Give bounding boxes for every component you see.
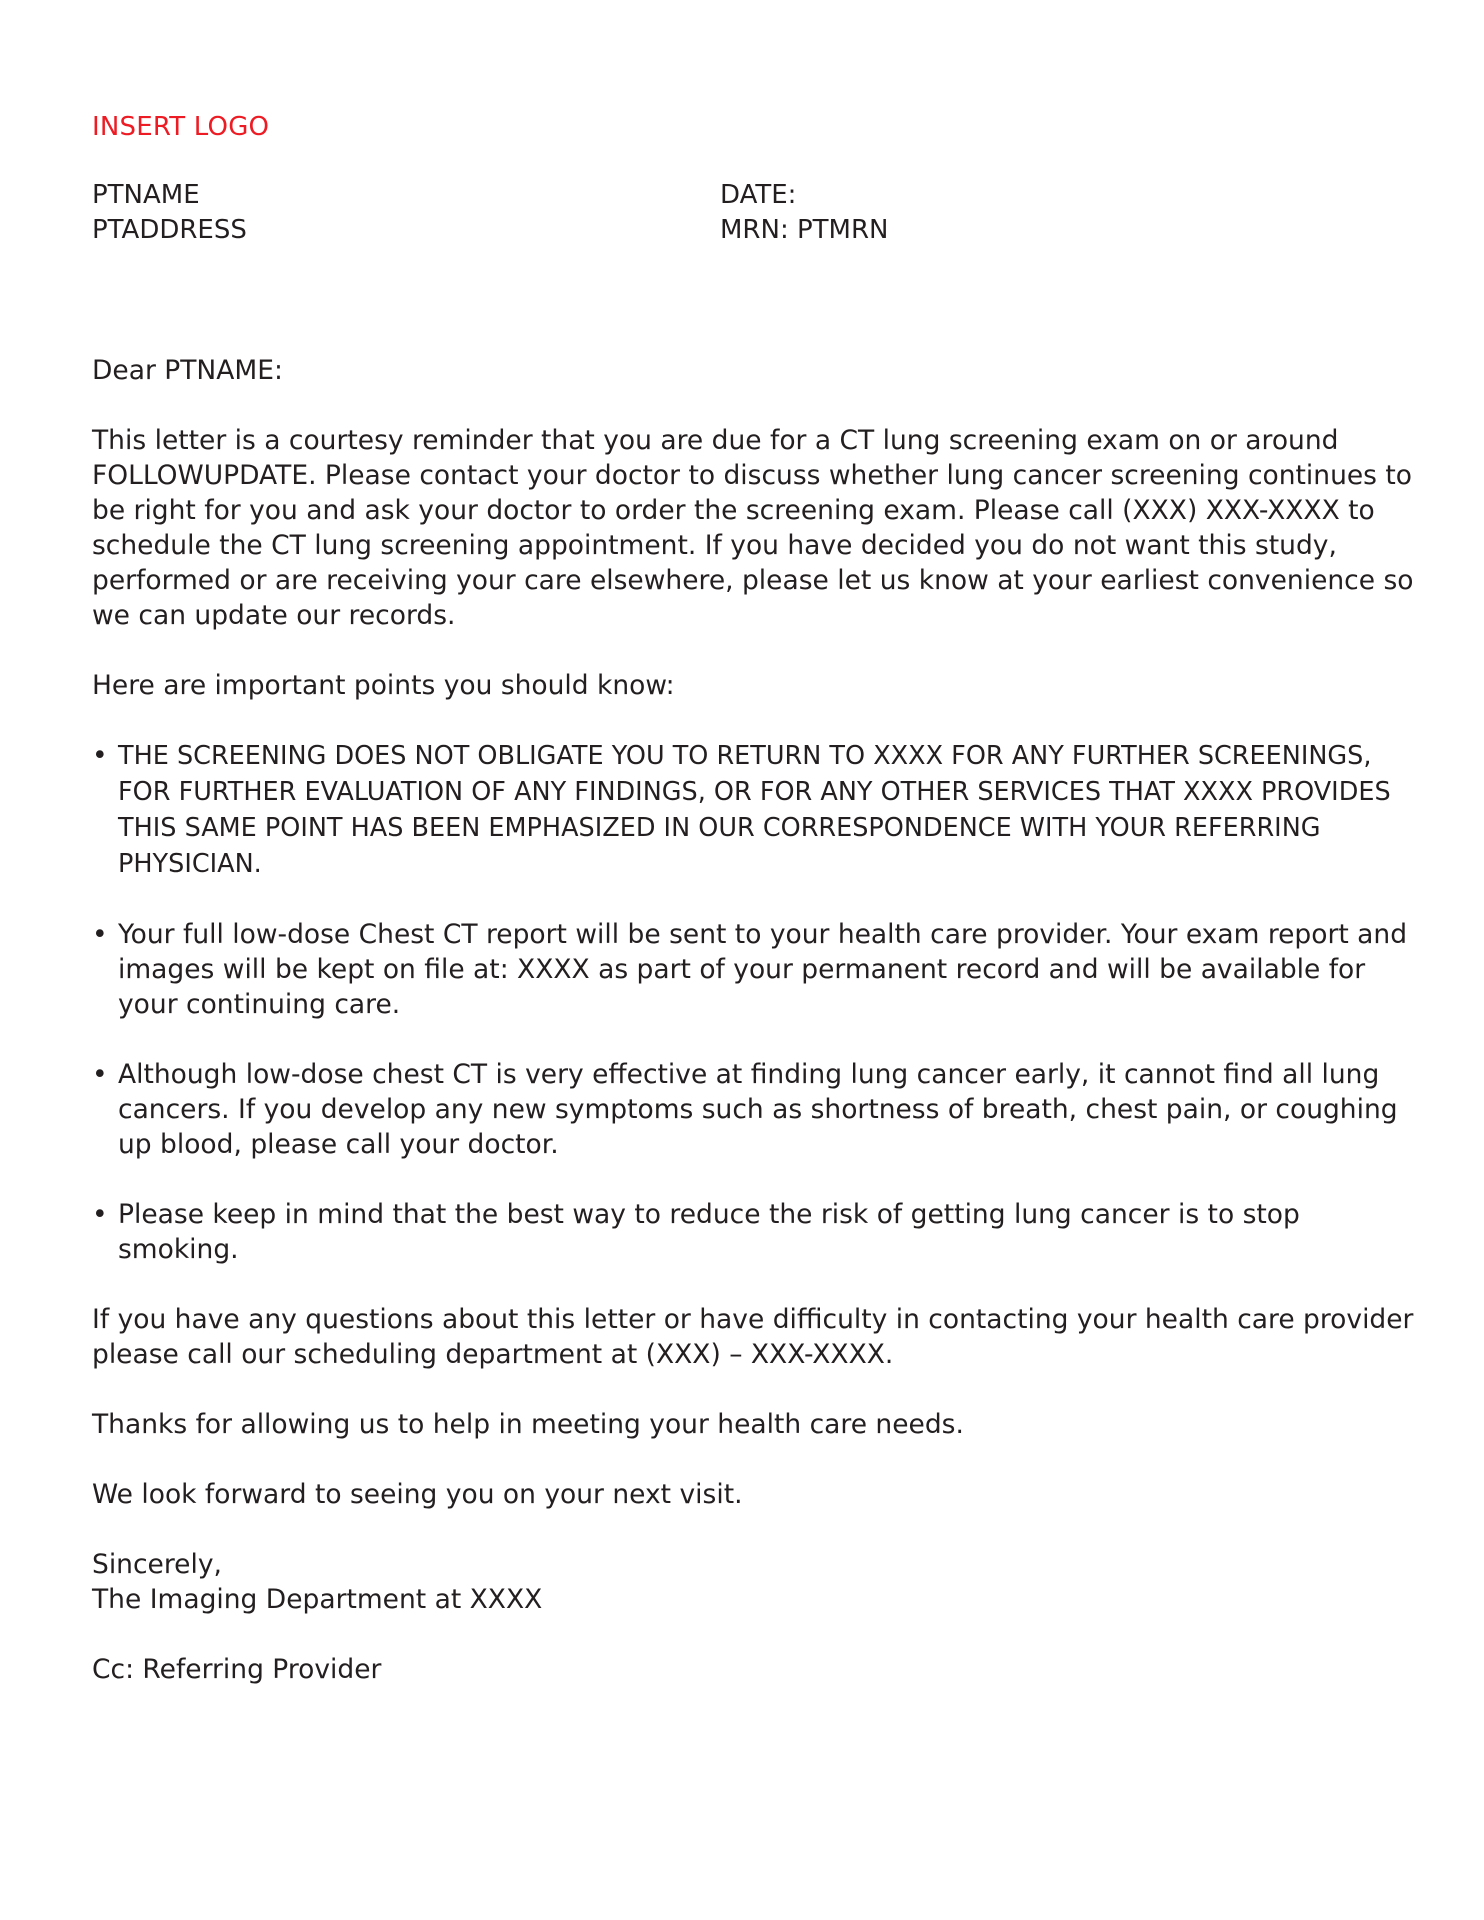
date-label: DATE: [720, 180, 797, 210]
bullet-icon: • [92, 1059, 108, 1090]
list-item [92, 1057, 1422, 1162]
points-list [92, 738, 1422, 1267]
bullet-text: Although low-dose chest CT is very effective at finding lung cancer early, it cannot find all lung cancers. If you develop any new symptoms such as shortness of breath, chest pain, or coughing up blood, please call your doctor. [118, 1059, 1398, 1160]
closing: Sincerely, [92, 1549, 222, 1580]
bullet-text: Please keep in mind that the best way to reduce the risk of getting lung cancer is to stop smoking. [118, 1199, 1300, 1265]
list-item [92, 917, 1422, 1022]
bullet-icon: • [92, 1199, 108, 1230]
bullet-icon: • [92, 919, 108, 950]
points-intro: Here are important points you should know: [92, 670, 675, 701]
bullet-text: Your full low-dose Chest CT report will be sent to your health care provider. Your exam report and images will be kept on file at: XXXX as part of your permanent record and will be available for your continuing care. [118, 919, 1408, 1020]
bullet-text: THE SCREENING DOES NOT OBLIGATE YOU TO RETURN TO XXXX FOR ANY FURTHER SCREENINGS, FOR FURTHER EVALUATION OF ANY FINDINGS, OR FOR ANY OTHER SERVICES THAT XXXX PROVIDES THIS SAME POINT HAS BEEN EMPHASIZED IN OUR CORRESPONDENCE WITH YOUR REFERRING PHYSICIAN. [118, 741, 1391, 879]
cc-line: Cc: Referring Provider [92, 1654, 382, 1685]
look-forward-line: We look forward to seeing you on your next visit. [92, 1479, 743, 1510]
record-info-block [720, 178, 888, 248]
letter-body [92, 353, 1422, 1722]
thanks-line: Thanks for allowing us to help in meeting your health care needs. [92, 1409, 964, 1440]
patient-info-block [92, 178, 247, 248]
bullet-icon: • [92, 740, 108, 771]
patient-name: PTNAME [92, 180, 200, 210]
intro-paragraph: This letter is a courtesy reminder that you are due for a CT lung screening exam on or around FOLLOWUPDATE. Please contact your doctor to discuss whether lung cancer screening continues to be right for you and ask your doctor to order the screening exam. Please call (XXX) XXX-XXXX to schedule the CT lung screening appointment. If you have decided you do not want this study, performed or are receiving your care elsewhere, please let us know at your earliest convenience so we can update our records. [92, 425, 1414, 631]
list-item [92, 1197, 1422, 1267]
mrn-label: MRN: PTMRN [720, 215, 889, 245]
salutation: Dear PTNAME: [92, 355, 283, 386]
questions-paragraph: If you have any questions about this letter or have difficulty in contacting your health care provider please call our scheduling department at (XXX) – XXX-XXXX. [92, 1304, 1414, 1370]
patient-address: PTADDRESS [92, 215, 247, 245]
logo-placeholder: INSERT LOGO [92, 112, 270, 142]
signature: The Imaging Department at XXXX [92, 1584, 543, 1615]
list-item [92, 738, 1422, 882]
